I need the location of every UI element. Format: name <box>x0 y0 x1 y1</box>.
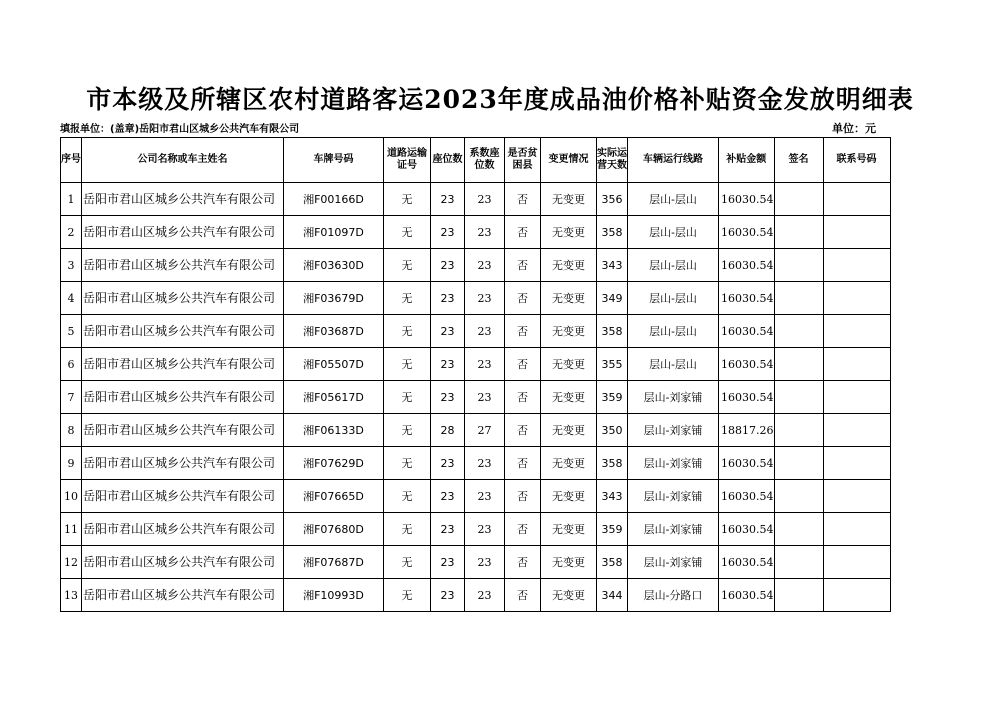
cell-amount: 18817.26 <box>719 414 775 447</box>
cell-days: 359 <box>597 381 628 414</box>
cell-days: 349 <box>597 282 628 315</box>
cell-plate: 湘F05617D <box>284 381 384 414</box>
cell-phone <box>823 183 890 216</box>
cell-route: 层山-刘家铺 <box>628 480 719 513</box>
cell-sign <box>774 381 823 414</box>
cell-seats: 23 <box>431 480 465 513</box>
header-poor: 是否贫困县 <box>505 138 541 183</box>
cell-coef: 23 <box>465 579 505 612</box>
cell-seats: 23 <box>431 315 465 348</box>
cell-idx: 5 <box>61 315 82 348</box>
cell-days: 343 <box>597 480 628 513</box>
table-row <box>61 414 891 447</box>
cell-plate: 湘F06133D <box>284 414 384 447</box>
cell-seats: 23 <box>431 282 465 315</box>
cell-seats: 28 <box>431 414 465 447</box>
cell-permit: 无 <box>384 447 431 480</box>
cell-amount: 16030.54 <box>719 315 775 348</box>
cell-phone <box>823 216 890 249</box>
cell-permit: 无 <box>384 216 431 249</box>
cell-idx: 1 <box>61 183 82 216</box>
cell-seats: 23 <box>431 546 465 579</box>
table-row <box>61 447 891 480</box>
cell-coef: 23 <box>465 183 505 216</box>
header-days: 实际运营天数 <box>597 138 628 183</box>
cell-sign <box>774 513 823 546</box>
cell-permit: 无 <box>384 546 431 579</box>
cell-amount: 16030.54 <box>719 183 775 216</box>
cell-idx: 2 <box>61 216 82 249</box>
cell-change: 无变更 <box>541 513 597 546</box>
table-row <box>61 249 891 282</box>
cell-phone <box>823 546 890 579</box>
cell-days: 358 <box>597 216 628 249</box>
cell-company: 岳阳市君山区城乡公共汽车有限公司 <box>82 249 284 282</box>
table-row <box>61 480 891 513</box>
cell-days: 358 <box>597 546 628 579</box>
cell-permit: 无 <box>384 348 431 381</box>
cell-idx: 8 <box>61 414 82 447</box>
table-row <box>61 315 891 348</box>
cell-seats: 23 <box>431 216 465 249</box>
cell-phone <box>823 348 890 381</box>
cell-sign <box>774 249 823 282</box>
cell-idx: 13 <box>61 579 82 612</box>
cell-change: 无变更 <box>541 315 597 348</box>
cell-permit: 无 <box>384 579 431 612</box>
cell-route: 层山-刘家铺 <box>628 414 719 447</box>
header-company: 公司名称或车主姓名 <box>82 138 284 183</box>
cell-amount: 16030.54 <box>719 579 775 612</box>
cell-idx: 11 <box>61 513 82 546</box>
cell-poor: 否 <box>505 249 541 282</box>
cell-change: 无变更 <box>541 480 597 513</box>
cell-route: 层山-层山 <box>628 315 719 348</box>
cell-plate: 湘F10993D <box>284 579 384 612</box>
cell-company: 岳阳市君山区城乡公共汽车有限公司 <box>82 282 284 315</box>
cell-plate: 湘F07665D <box>284 480 384 513</box>
cell-idx: 12 <box>61 546 82 579</box>
cell-coef: 23 <box>465 315 505 348</box>
cell-route: 层山-层山 <box>628 348 719 381</box>
cell-seats: 23 <box>431 513 465 546</box>
cell-phone <box>823 447 890 480</box>
cell-change: 无变更 <box>541 348 597 381</box>
cell-change: 无变更 <box>541 414 597 447</box>
cell-plate: 湘F00166D <box>284 183 384 216</box>
header-idx: 序号 <box>61 138 82 183</box>
cell-idx: 3 <box>61 249 82 282</box>
cell-sign <box>774 315 823 348</box>
header-sign: 签名 <box>774 138 823 183</box>
cell-coef: 23 <box>465 282 505 315</box>
cell-permit: 无 <box>384 480 431 513</box>
cell-poor: 否 <box>505 183 541 216</box>
currency-unit: 单位：元 <box>832 122 876 135</box>
cell-change: 无变更 <box>541 249 597 282</box>
header-route: 车辆运行线路 <box>628 138 719 183</box>
cell-plate: 湘F03679D <box>284 282 384 315</box>
cell-permit: 无 <box>384 315 431 348</box>
cell-poor: 否 <box>505 447 541 480</box>
cell-coef: 23 <box>465 216 505 249</box>
cell-permit: 无 <box>384 513 431 546</box>
cell-sign <box>774 348 823 381</box>
cell-plate: 湘F07680D <box>284 513 384 546</box>
cell-route: 层山-层山 <box>628 249 719 282</box>
table-row <box>61 579 891 612</box>
cell-company: 岳阳市君山区城乡公共汽车有限公司 <box>82 216 284 249</box>
cell-change: 无变更 <box>541 282 597 315</box>
table-row <box>61 216 891 249</box>
cell-route: 层山-刘家铺 <box>628 546 719 579</box>
filler-unit: 填报单位：(盖章)岳阳市君山区城乡公共汽车有限公司 <box>60 124 300 135</box>
cell-poor: 否 <box>505 414 541 447</box>
cell-coef: 23 <box>465 546 505 579</box>
cell-sign <box>774 546 823 579</box>
header-row <box>61 138 891 183</box>
cell-permit: 无 <box>384 414 431 447</box>
cell-route: 层山-层山 <box>628 183 719 216</box>
cell-coef: 27 <box>465 414 505 447</box>
cell-days: 356 <box>597 183 628 216</box>
header-plate: 车牌号码 <box>284 138 384 183</box>
cell-amount: 16030.54 <box>719 348 775 381</box>
cell-phone <box>823 480 890 513</box>
header-seats: 座位数 <box>431 138 465 183</box>
cell-change: 无变更 <box>541 579 597 612</box>
cell-company: 岳阳市君山区城乡公共汽车有限公司 <box>82 414 284 447</box>
cell-change: 无变更 <box>541 546 597 579</box>
cell-days: 344 <box>597 579 628 612</box>
cell-phone <box>823 579 890 612</box>
cell-sign <box>774 480 823 513</box>
cell-poor: 否 <box>505 381 541 414</box>
cell-permit: 无 <box>384 282 431 315</box>
cell-coef: 23 <box>465 513 505 546</box>
cell-route: 层山-层山 <box>628 216 719 249</box>
cell-plate: 湘F01097D <box>284 216 384 249</box>
cell-company: 岳阳市君山区城乡公共汽车有限公司 <box>82 315 284 348</box>
cell-phone <box>823 249 890 282</box>
cell-days: 359 <box>597 513 628 546</box>
cell-permit: 无 <box>384 381 431 414</box>
cell-company: 岳阳市君山区城乡公共汽车有限公司 <box>82 513 284 546</box>
cell-coef: 23 <box>465 447 505 480</box>
cell-amount: 16030.54 <box>719 282 775 315</box>
cell-phone <box>823 315 890 348</box>
cell-phone <box>823 381 890 414</box>
cell-amount: 16030.54 <box>719 546 775 579</box>
cell-change: 无变更 <box>541 183 597 216</box>
table-row <box>61 183 891 216</box>
header-coef: 系数座位数 <box>465 138 505 183</box>
cell-company: 岳阳市君山区城乡公共汽车有限公司 <box>82 381 284 414</box>
cell-company: 岳阳市君山区城乡公共汽车有限公司 <box>82 546 284 579</box>
cell-coef: 23 <box>465 480 505 513</box>
cell-permit: 无 <box>384 249 431 282</box>
cell-company: 岳阳市君山区城乡公共汽车有限公司 <box>82 348 284 381</box>
cell-days: 350 <box>597 414 628 447</box>
cell-phone <box>823 414 890 447</box>
header-permit: 道路运输证号 <box>384 138 431 183</box>
cell-plate: 湘F07629D <box>284 447 384 480</box>
cell-permit: 无 <box>384 183 431 216</box>
cell-idx: 4 <box>61 282 82 315</box>
cell-poor: 否 <box>505 282 541 315</box>
cell-route: 层山-刘家铺 <box>628 513 719 546</box>
cell-poor: 否 <box>505 315 541 348</box>
cell-phone <box>823 513 890 546</box>
cell-coef: 23 <box>465 249 505 282</box>
page-title: 市本级及所辖区农村道路客运2023年度成品油价格补贴资金发放明细表 <box>86 85 914 114</box>
cell-plate: 湘F03687D <box>284 315 384 348</box>
table-row <box>61 348 891 381</box>
header-change: 变更情况 <box>541 138 597 183</box>
cell-sign <box>774 282 823 315</box>
cell-seats: 23 <box>431 249 465 282</box>
cell-seats: 23 <box>431 579 465 612</box>
cell-route: 层山-分路口 <box>628 579 719 612</box>
cell-idx: 6 <box>61 348 82 381</box>
cell-change: 无变更 <box>541 216 597 249</box>
cell-route: 层山-层山 <box>628 282 719 315</box>
cell-amount: 16030.54 <box>719 216 775 249</box>
cell-poor: 否 <box>505 348 541 381</box>
cell-idx: 9 <box>61 447 82 480</box>
cell-sign <box>774 579 823 612</box>
cell-coef: 23 <box>465 348 505 381</box>
cell-sign <box>774 414 823 447</box>
cell-seats: 23 <box>431 183 465 216</box>
cell-seats: 23 <box>431 348 465 381</box>
table-row <box>61 381 891 414</box>
cell-route: 层山-刘家铺 <box>628 447 719 480</box>
cell-days: 358 <box>597 315 628 348</box>
cell-days: 358 <box>597 447 628 480</box>
cell-company: 岳阳市君山区城乡公共汽车有限公司 <box>82 447 284 480</box>
cell-amount: 16030.54 <box>719 381 775 414</box>
table-row <box>61 513 891 546</box>
table-row <box>61 546 891 579</box>
cell-seats: 23 <box>431 447 465 480</box>
cell-coef: 23 <box>465 381 505 414</box>
cell-plate: 湘F03630D <box>284 249 384 282</box>
cell-days: 355 <box>597 348 628 381</box>
cell-plate: 湘F05507D <box>284 348 384 381</box>
cell-company: 岳阳市君山区城乡公共汽车有限公司 <box>82 183 284 216</box>
cell-sign <box>774 183 823 216</box>
cell-poor: 否 <box>505 546 541 579</box>
cell-days: 343 <box>597 249 628 282</box>
cell-sign <box>774 447 823 480</box>
cell-company: 岳阳市君山区城乡公共汽车有限公司 <box>82 480 284 513</box>
cell-poor: 否 <box>505 480 541 513</box>
cell-route: 层山-刘家铺 <box>628 381 719 414</box>
cell-poor: 否 <box>505 579 541 612</box>
cell-company: 岳阳市君山区城乡公共汽车有限公司 <box>82 579 284 612</box>
cell-amount: 16030.54 <box>719 249 775 282</box>
cell-poor: 否 <box>505 513 541 546</box>
cell-seats: 23 <box>431 381 465 414</box>
header-amount: 补贴金额 <box>719 138 775 183</box>
cell-amount: 16030.54 <box>719 447 775 480</box>
cell-change: 无变更 <box>541 447 597 480</box>
cell-idx: 7 <box>61 381 82 414</box>
subsidy-table <box>60 137 891 612</box>
header-phone: 联系号码 <box>823 138 890 183</box>
cell-idx: 10 <box>61 480 82 513</box>
cell-sign <box>774 216 823 249</box>
cell-plate: 湘F07687D <box>284 546 384 579</box>
cell-phone <box>823 282 890 315</box>
table-row <box>61 282 891 315</box>
cell-amount: 16030.54 <box>719 480 775 513</box>
cell-amount: 16030.54 <box>719 513 775 546</box>
cell-change: 无变更 <box>541 381 597 414</box>
cell-poor: 否 <box>505 216 541 249</box>
